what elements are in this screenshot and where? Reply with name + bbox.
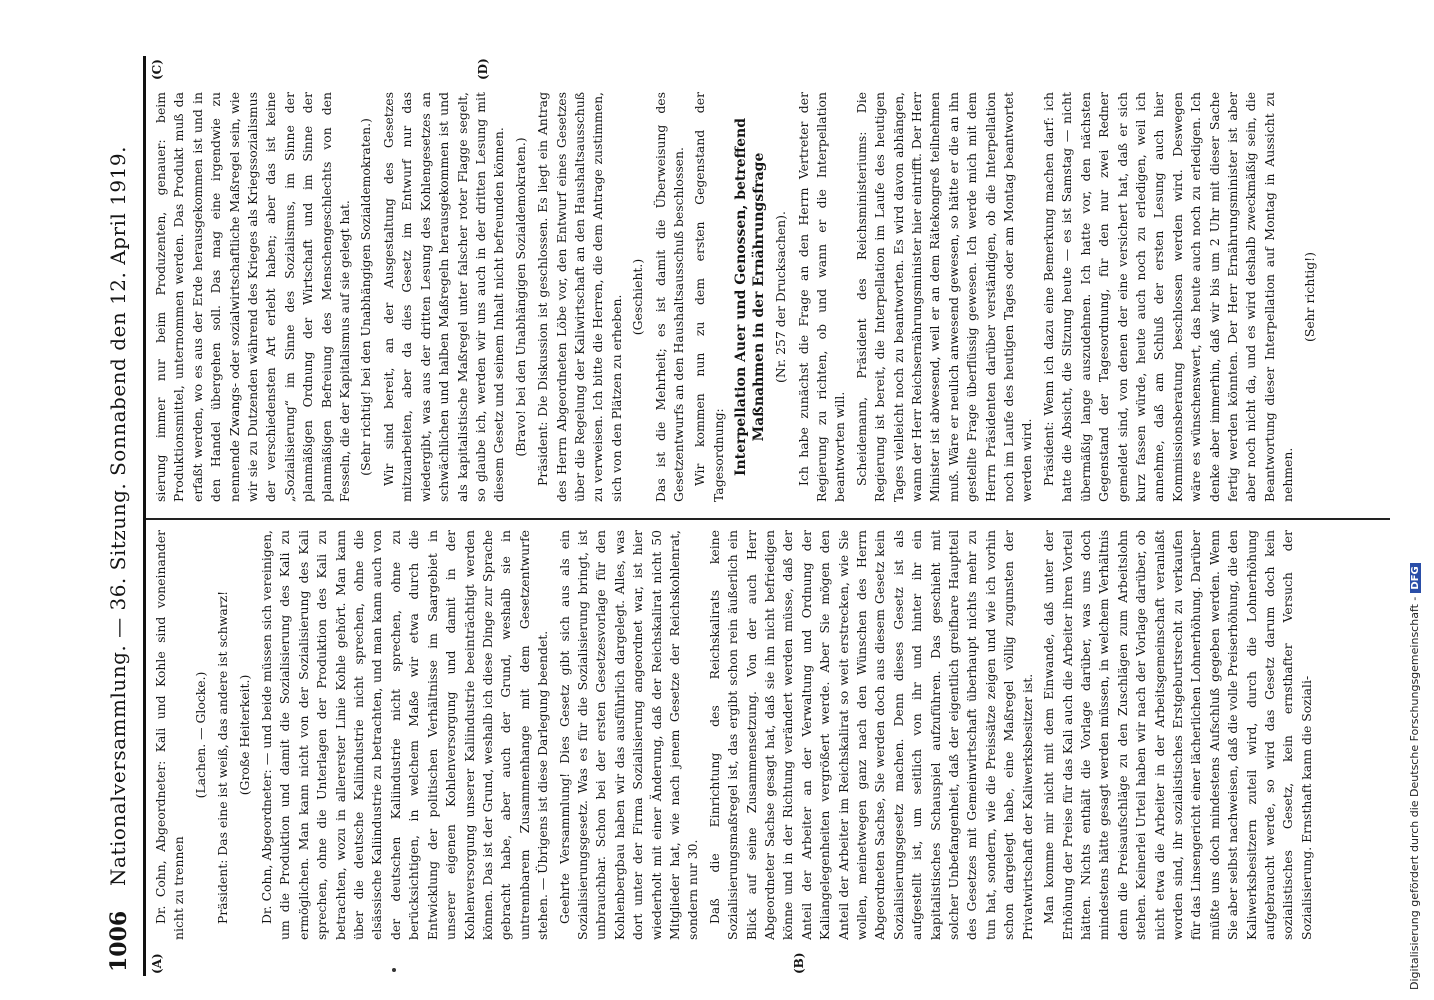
running-title: Nationalversammlung. — 36. Sitzung. Sonnabend den 12. April 1919. [106,146,130,886]
paragraph: Wir sind bereit, an der Ausgestaltung des Gesetzes mitzuarbeiten, aber da dies Gesetz im Entwurf nur das wiedergibt, was aus der dritten Lesung des Kohlengesetzes an schwächlichen und halben Maßregeln herausgekommen ist und als kapitalistische Maßregel unter falscher roter Flagge segelt, so glaube ich, werden wir uns auch in der dritten Lesung mit diesem Gesetz und seinem Inhalt nicht befreunden können. [380,92,507,502]
column-divider [146,518,1390,520]
remark: (Geschieht.) [630,258,646,336]
page-header [98,56,146,976]
margin-mark-a: (A) [150,953,164,974]
paragraph: Geehrte Versammlung! Dies Gesetz gibt sich aus als ein Sozialisierungsgesetz. Was es für die Sozialisierung bringt, ist unbrauchbar. Schon bei der ersten Gesetzesvorlage für den Kohlenbergbau haben wir das ausführlich dargelegt. Alles, was dort unter der Firma Sozialisierung angeordnet war, ist hier wiederholt mit einer Änderung, daß der Reichskalirat nicht 50 Mitglieder hat, wie nach jenem Gesetze der Reichskohlenrat, sondern nur 30. [556,530,701,940]
remark: (Lachen. — Glocke.) [192,671,208,799]
funding-text: Digitalisierung gefördert durch die Deutsche Forschungsgemeinschaft - [1408,596,1421,990]
paragraph: Präsident: Die Diskussion ist geschlossen. Es liegt ein Antrag des Herrn Abgeordneten Löbe vor, den Entwurf eines Gesetzes über die Regelung der Kaliwirtschaft an den Haushaltsausschuß zu verweisen. Ich bitte die Herren, die dem Antrage zustimmen, sich von den Plätzen zu erheben. [535,92,624,502]
left-column [152,530,1390,940]
paragraph: Präsident: Das eine ist weiß, das andere ist schwarz! [215,590,231,924]
text-columns [146,56,1390,976]
paragraph: Das ist die Mehrheit; es ist damit die Überweisung des Gesetzentwurfs an den Haushaltsausschuß beschlossen. [652,92,686,502]
margin-mark-c: (C) [150,59,164,80]
margin-mark-b: (B) [792,952,806,974]
remark: (Große Heiterkeit.) [236,674,252,796]
paragraph: Ich habe zunächst die Frage an den Herrn Vertreter der Regierung zu richten, ob und wann er die Interpellation beantworten will. [795,92,848,502]
page-number: 1006 [106,910,132,972]
funding-note [1408,10,1421,990]
agenda-subheading: (Nr. 257 der Drucksachen). [773,211,789,383]
remark: (Sehr richtig! bei den Unabhängigen Sozialdemokraten.) [358,118,374,476]
funding-sidebar [1400,10,1430,990]
scan-speck [392,968,396,972]
right-column [152,92,1390,502]
paragraph: sierung immer nur beim Produzenten, genauer: beim Produktionsmittel, unternommen werden. Das Produkt muß da erfaßt werden, wo es aus der Erde herausgekommen ist und in den Handel übergehen soll. Das mag eine irgendwie zu nennende Zwangs- oder sozialwirtschaftliche Maßregel sein, wie wir sie zu Dutzenden während des Krieges als Kriegssozialismus der verschiedensten Art erlebt haben; aber das ist keine „Sozialisierung“ im Sinne des Sozialismus, im Sinne der planmäßigen Ordnung der Wirtschaft und im Sinne der planmäßigen Befreiung des Menschengeschlechts von den Fesseln, die der Kapitalismus auf sie gelegt hat. [153,92,353,502]
dfg-logo: DFG [1410,563,1421,592]
remark: (Sehr richtig!) [1301,252,1317,342]
paragraph: Wir kommen nun zu dem ersten Gegenstand der Tagesordnung: [692,92,726,502]
paragraph: Man komme mir nicht mit dem Einwande, daß unter der Erhöhung der Preise für das Kali auch die Arbeiter ihren Vorteil hätten. Nichts enthält die Vorlage darüber, was uns doch mindestens hätte gesagt werden müssen, in welchem Verhältnis denn die Preisaufschläge zu den Zuschlägen zum Arbeitslohn stehen. Keinerlei Urteil haben wir nach der Vorlage darüber, ob nicht etwa die Arbeiter in der Arbeitsgemeinschaft veranlaßt worden sind, ihr sozialistisches Erstgeburtsrecht zu verkaufen für das Linsengericht einer lächerlichen Lohnerhöhung. Darüber müßte uns doch mindestens Aufschluß gegeben werden. Wenn Sie aber selbst nachweisen, daß die volle Preiserhöhung, die den Kaliwerksbesitzern zuteil wird, durch die Lohnerhöhung aufgebraucht werde, so wird das Gesetz darum doch kein sozialistisches Gesetz, kein ernsthafter Versuch der Sozialisierung. Ernsthaft kann die Soziali- [1041,530,1314,940]
agenda-heading: Interpellation Auer und Genossen, betreffend Maßnahmen in der Ernährungsfrage [733,117,768,477]
rotated-document-page [90,32,1390,992]
margin-mark-d: (D) [476,58,490,80]
paragraph: Scheidemann, Präsident des Reichsministeriums: Die Regierung ist bereit, die Interpellation im Laufe des heutigen Tages vielleicht noch zu beantworten. Es wird davon abhängen, wann der Herr Reichsernährungsminister hier eintrifft. Der Herr Minister ist abwesend, weil er an dem Rätekongreß teilnehmen muß. Wäre er neulich anwesend gewesen, so hätte er die an ihn gestellte Frage überflüssig gewesen. Ich werde mich mit dem Herrn Präsidenten darüber verständigen, ob die Interpellation noch im Laufe des heutigen Tages oder am Montag beantwortet werden wird. [853,92,1035,502]
paragraph: Dr. Cohn, Abgeordneter: Kali und Kohle sind voneinander nicht zu trennen [153,530,187,940]
paragraph: Dr. Cohn, Abgeordneter: — und beide müssen sich vereinigen, um die Produktion und damit die Sozialisierung des Kali zu ermöglichen. Man kann nicht von der Sozialisierung des Kali sprechen, ohne die Unterlagen der Produktion des Kali zu betrachten, wozu in allererster Linie Kohle gehört. Man kann über die deutsche Kaliindustrie nicht sprechen, ohne die elsässische Kaliindustrie zu betrachten, und man kann auch von der deutschen Kaliindustrie nicht sprechen, ohne zu berücksichtigen, in welchem Maße wir etwa durch die Entwicklung der politischen Verhältnisse im Saargebiet in unserer eigenen Kohlenversorgung und damit in der Kohlenversorgung unserer Kaliindustrie beeinträchtigt werden können. Das ist der Grund, weshalb ich diese Dinge zur Sprache gebracht habe, aber auch der Grund, weshalb sie in untrennbarem Zusammenhange mit dem Gesetzentwurfe stehen. — Übrigens ist diese Darlegung beendet. [259,530,551,940]
paragraph: Daß die Einrichtung des Reichskalirats keine Sozialisierungsmaßregel ist, das ergibt schon rein äußerlich ein Blick auf seine Zusammensetzung. Von der auch Herr Abgeordneter Sachse gesagt hat, daß sie ihn nicht befriedigen könne und in der Richtung verändert werden müsse, daß der Anteil der Arbeiter an der Verwaltung und Ordnung der Kaliangelegenheiten vergrößert werde. Aber Sie mögen den Anteil der Arbeiter im Reichskalirat so weit erstrecken, wie Sie wollen, meinetwegen ganz nach den Wünschen des Herrn Abgeordneten Sachse, Sie werden doch aus diesem Gesetz kein Sozialisierungsgesetz machen. Denn dieses Gesetz ist als aufgestellt ist, um seitlich von ihr und hinter ihr ein kapitalistisches Schauspiel aufzuführen. Das geschieht mit solcher Unbefangenheit, daß der eigentlich greifbare Hauptteil des Gesetzes mit Gemeinwirtschaft überhaupt nichts mehr zu tun hat, sondern, wie die Preissätze zeigen und wie ich vorhin schon dargelegt habe, eine Maßregel völlig zugunsten der Privatwirtschaft der Kaliwerksbesitzer ist. [706,530,1035,940]
paragraph: Präsident: Wenn ich dazu eine Bemerkung machen darf: ich hatte die Absicht, die Sitzung heute — es ist Samstag — nicht übermäßig lange auszudehnen. Ich hatte vor, den nächsten Gegenstand der Tagesordnung, für den nur zwei Redner gemeldet sind, von denen der eine versichert hat, daß er sich kurz fassen würde, heute auch noch zu erledigen, weil ich annehme, daß am Schluß der ersten Lesung auch hier Kommissionsberatung beschlossen werden wird. Deswegen wäre es wünschenswert, das heute auch noch zu erledigen. Ich denke aber immerhin, daß wir bis um 2 Uhr mit dieser Sache fertig werden könnten. Der Herr Ernährungsminister ist aber aber noch nicht da, und es wird deshalb zweckmäßig sein, die Beantwortung dieser Interpellation auf Montag in Aussicht zu nehmen. [1040,92,1296,502]
remark: (Bravo! bei den Unabhängigen Sozialdemokraten.) [512,137,528,457]
